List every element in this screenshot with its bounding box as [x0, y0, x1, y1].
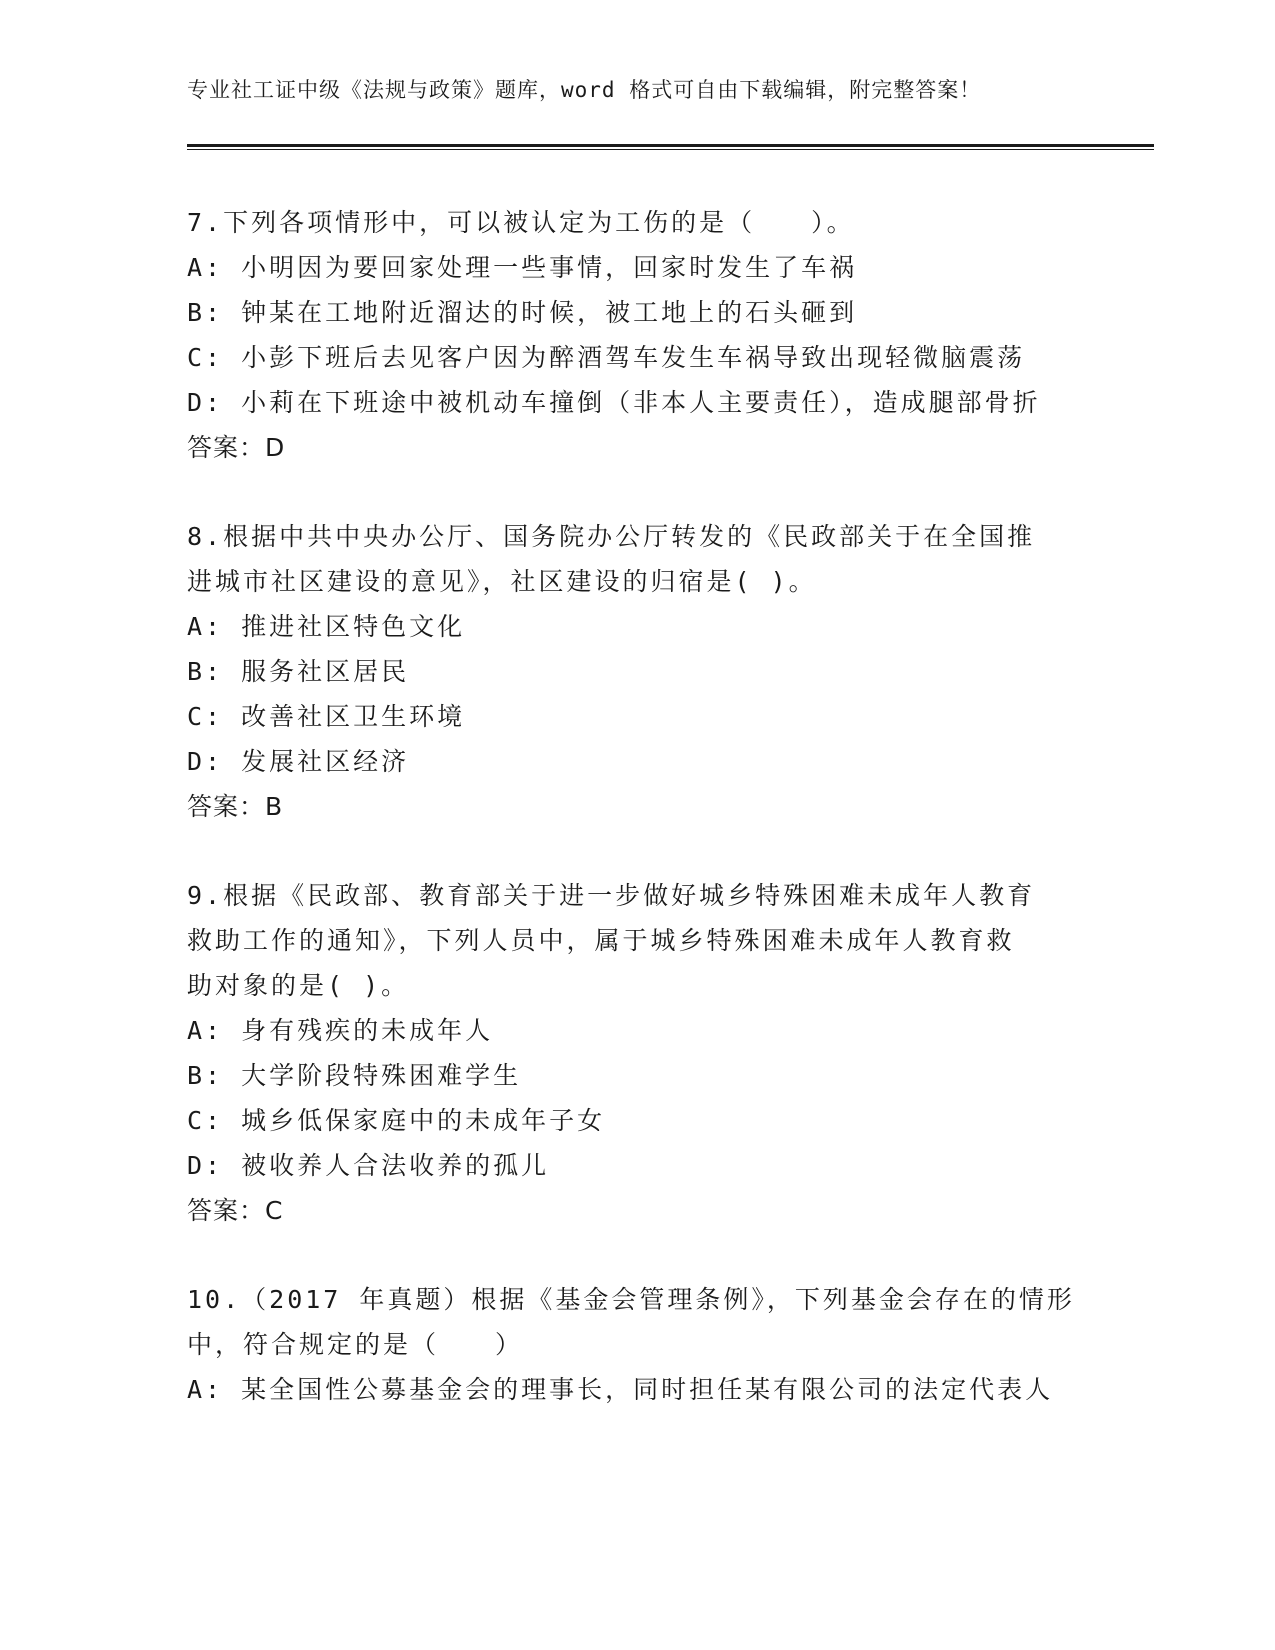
- option-b: B: 服务社区居民: [187, 657, 410, 686]
- question-stem: 10.（2017 年真题）根据《基金会管理条例》，下列基金会存在的情形: [187, 1285, 1075, 1314]
- answer: 答案：C: [187, 1196, 284, 1225]
- option-d: D: 小莉在下班途中被机动车撞倒（非本人主要责任），造成腿部骨折: [187, 388, 1041, 417]
- question-10: [187, 1277, 1147, 1412]
- option-a: A: 身有残疾的未成年人: [187, 1016, 494, 1045]
- option-d: D: 发展社区经济: [187, 747, 410, 776]
- question-8: [187, 514, 1147, 829]
- option-c: C: 小彭下班后去见客户因为醉酒驾车发生车祸导致出现轻微脑震荡: [187, 343, 1026, 372]
- question-9: [187, 873, 1147, 1233]
- option-c: C: 城乡低保家庭中的未成年子女: [187, 1106, 606, 1135]
- option-a: A: 推进社区特色文化: [187, 612, 466, 641]
- option-d: D: 被收养人合法收养的孤儿: [187, 1151, 550, 1180]
- option-a: A: 小明因为要回家处理一些事情，回家时发生了车祸: [187, 253, 858, 282]
- header-divider: [187, 144, 1154, 150]
- question-stem: 救助工作的通知》，下列人员中，属于城乡特殊困难未成年人教育救: [187, 926, 1015, 955]
- option-b: B: 大学阶段特殊困难学生: [187, 1061, 522, 1090]
- question-stem: 助对象的是( )。: [187, 971, 410, 1000]
- answer: 答案：D: [187, 433, 286, 462]
- option-b: B: 钟某在工地附近溜达的时候，被工地上的石头砸到: [187, 298, 858, 327]
- question-stem: 9.根据《民政部、教育部关于进一步做好城乡特殊困难未成年人教育: [187, 881, 1036, 910]
- option-c: C: 改善社区卫生环境: [187, 702, 466, 731]
- question-7: [187, 200, 1147, 470]
- question-stem: 进城市社区建设的意见》，社区建设的归宿是( )。: [187, 567, 817, 596]
- answer: 答案：B: [187, 792, 284, 821]
- page-header: 专业社工证中级《法规与政策》题库，word 格式可自由下载编辑，附完整答案！: [187, 78, 982, 102]
- question-stem: 中，符合规定的是（ ）: [187, 1330, 524, 1359]
- option-a: A: 某全国性公募基金会的理事长，同时担任某有限公司的法定代表人: [187, 1375, 1054, 1404]
- question-stem: 7.下列各项情形中，可以被认定为工伤的是（ ）。: [187, 208, 855, 237]
- question-list: [187, 200, 1147, 1456]
- question-stem: 8.根据中共中央办公厅、国务院办公厅转发的《民政部关于在全国推: [187, 522, 1036, 551]
